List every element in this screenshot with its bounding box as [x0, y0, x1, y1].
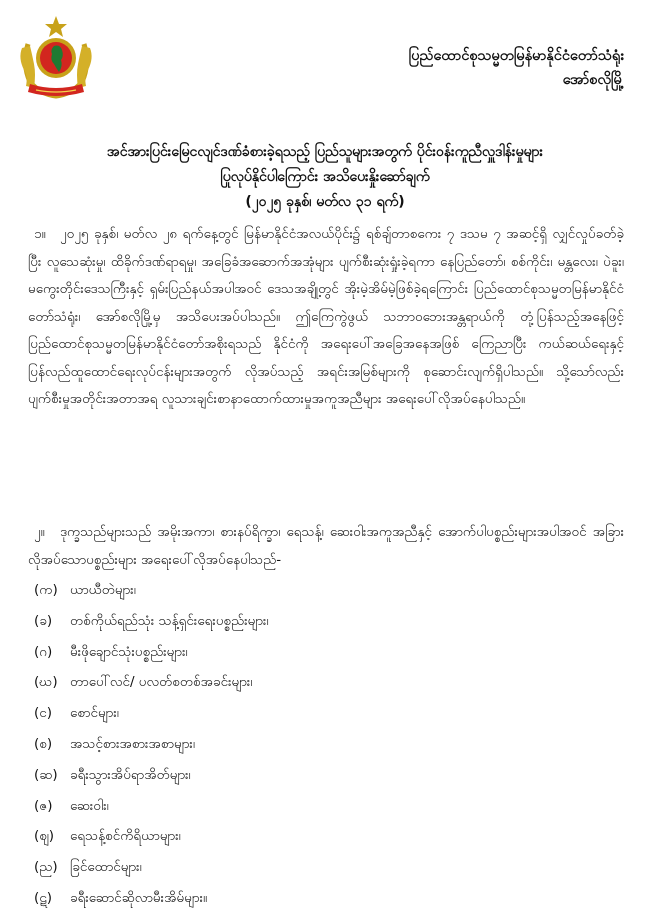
list-item-text: ခြင်ထောင်များ၊ [70, 859, 142, 876]
paragraph-2 [28, 519, 624, 574]
list-marker: (ဆ) [34, 766, 58, 783]
list-item-text: ခရီးဆောင်ဆိုလာမီးအိမ်များ။ [70, 889, 208, 906]
list-marker: (က) [34, 582, 58, 598]
list-item [34, 729, 624, 760]
list-item-text: မီးဖိုချောင်သုံးပစ္စည်းများ၊ [70, 643, 188, 660]
list-item-text: ရေသန့်စင်ကိရိယာများ၊ [70, 828, 181, 845]
list-marker: (ည) [34, 859, 58, 876]
list-marker: (ဂ) [34, 643, 53, 660]
list-item [34, 821, 624, 852]
list-item [34, 698, 624, 729]
document-heading [20, 140, 630, 215]
list-marker: (ခ) [34, 612, 53, 629]
paragraph-number: ၁။ [34, 226, 46, 242]
list-marker: (င) [34, 705, 53, 722]
issuer-block [304, 44, 624, 92]
list-item [34, 791, 624, 822]
issuer-name: ပြည်ထောင်စုသမ္မတမြန်မာနိုင်ငံတော်သံရုံး [408, 48, 624, 64]
list-item-text: ယာယီတဲများ၊ [70, 582, 136, 598]
heading-line-2: ပြုလုပ်နိုင်ပါကြောင်း အသိပေးနှိုးဆော်ချက် [220, 169, 430, 185]
myanmar-state-seal-icon [16, 14, 96, 100]
issuer-city: အော်စလိုမြို့ [562, 72, 624, 88]
list-item-text: စောင်များ၊ [70, 705, 119, 722]
needed-items-list [34, 575, 624, 914]
list-marker: (ဋ) [34, 889, 53, 906]
list-item [34, 575, 624, 606]
paragraph-1 [28, 221, 624, 414]
list-marker: (ဇ) [34, 797, 53, 814]
heading-line-1: အင်အားပြင်းမြေငလျင်ဒဏ်ခံစားခဲ့ရသည့် ပြည်သူများအတွက် ပိုင်းဝန်းကူညီလှူဒါန်းမှုများ [106, 144, 544, 160]
list-marker: (ဃ) [34, 674, 58, 691]
heading-date: (၂၀၂၅ ခုနှစ်၊ မတ်လ ၃၁ ရက်) [245, 194, 405, 210]
list-item-text: အသင့်စားအစားအစာများ၊ [70, 735, 195, 752]
list-item-text: ဆေးဝါး၊ [70, 797, 109, 814]
list-item [34, 760, 624, 791]
list-item-text: တာပေါ်လင်/ ပလတ်စတစ်အခင်းများ၊ [70, 674, 253, 691]
list-item-text: တစ်ကိုယ်ရည်သုံး သန့်ရှင်းရေးပစ္စည်းများ၊ [70, 612, 269, 629]
list-item [34, 637, 624, 668]
list-item [34, 667, 624, 698]
list-marker: (စ) [34, 735, 53, 752]
list-item [34, 606, 624, 637]
list-marker: (ဈ) [34, 828, 55, 845]
list-item [34, 883, 624, 914]
paragraph-text: ၂၀၂၅ ခုနှစ်၊ မတ်လ ၂၈ ရက်နေ့တွင် မြန်မာနိုင်ငံအလယ်ပိုင်း၌ ရစ်ချ်တာစကေး ၇ ဒသမ ၇ အဆင့်ရှိ လျှင်လှုပ်ခတ်ခဲ့ပြီး လူသေဆုံးမှု၊ ထိခိုက်ဒဏ်ရာရမှု၊ အခြေခံအဆောက်အအုံများ ပျက်စီးဆုံးရှုံးခဲ့ရကာ နေပြည်တော်၊ စစ်ကိုင်း၊ မန္တလေး၊ ပဲခူး၊ မကွေးတိုင်းဒေသကြီးနှင့် ရှမ်းပြည်နယ်အပါအဝင် ဒေသအချို့တွင် အိုးမဲ့အိမ်မဲ့ဖြစ်ခဲ့ရကြောင်း ပြည်ထောင်စုသမ္မတမြန်မာနိုင်ငံတော်သံရုံး၊ အော်စလိုမြို့မှ အသိပေးအပ်ပါသည်။ ဤကြေကွဲဖွယ် သဘာဝဘေးအန္တရာယ်ကို တုံ့ပြန်သည့်အနေဖြင့် ပြည်ထောင်စုသမ္မတမြန်မာနိုင်ငံတော်အစိုးရသည် နိုင်ငံကို အရေးပေါ်အခြေအနေအဖြစ် ကြေညာပြီး ကယ်ဆယ်ရေးနှင့် ပြန်လည်ထူထောင်ရေးလုပ်ငန်းများအတွက် လိုအပ်သည့် အရင်းအမြစ်များကို စုဆောင်းလျက်ရှိပါသည်။ သို့သော်လည်း ပျက်စီးမှုအတိုင်းအတာအရ လူသားချင်းစာနာထောက်ထားမှုအကူအညီများ အရေးပေါ်လိုအပ်နေပါသည်။ [28, 226, 624, 407]
list-item-text: ခရီးသွားအိပ်ရာအိတ်များ၊ [70, 766, 191, 783]
paragraph-text: ဒုက္ခသည်များသည် အမိုးအကာ၊ စားနပ်ရိက္ခာ၊ ရေသန့်၊ ဆေးဝါးအကူအညီနှင့် အောက်ပါပစ္စည်းများအပါအဝင် အခြားလိုအပ်သောပစ္စည်းများ အရေးပေါ်လိုအပ်နေပါသည်- [28, 524, 624, 568]
paragraph-number: ၂။ [34, 524, 45, 540]
list-item [34, 852, 624, 883]
